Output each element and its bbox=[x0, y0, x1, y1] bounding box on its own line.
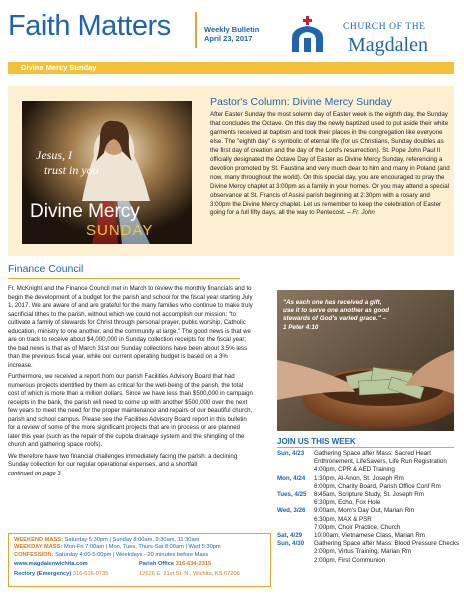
confession-row bbox=[14, 552, 274, 559]
weekend-mass-row bbox=[14, 537, 274, 544]
church-logo bbox=[288, 14, 448, 54]
event-item: Gathering Space after Mass: Blood Pressure Checks bbox=[314, 540, 460, 548]
church-cross-icon bbox=[288, 16, 328, 52]
header bbox=[0, 0, 464, 58]
church-name: Magdalen bbox=[348, 34, 428, 56]
dm-title-line1: Divine Mercy bbox=[30, 201, 140, 222]
event-row bbox=[277, 450, 462, 475]
parish-office-phone: 316-634-2315 bbox=[175, 561, 212, 568]
weekday-mass-value: Mon-Fri 7:00am | Mon, Tues, Thurs-Sat 8:00am | Wed 5:30pm bbox=[63, 544, 221, 551]
bulletin-label: Weekly Bulletin bbox=[204, 25, 260, 34]
contact-row-2 bbox=[14, 571, 274, 578]
dm-caption-line1: Jesus, I bbox=[36, 148, 72, 162]
weekend-mass-label: WEEKEND MASS: bbox=[14, 537, 63, 543]
event-row bbox=[277, 540, 462, 565]
pastor-column-body bbox=[210, 111, 450, 218]
contact-row-1 bbox=[14, 561, 274, 568]
event-item: 2:00pm, First Communion bbox=[314, 556, 386, 564]
events-list bbox=[277, 450, 462, 565]
event-day: Wed, 3/26 bbox=[277, 507, 306, 515]
event-item: Enthronement, LifeSavers, Life Run Registration bbox=[314, 458, 447, 466]
event-item: 4:00pm, CPR & AED Training bbox=[314, 466, 395, 474]
website-link[interactable]: www.magdalenwichita.com bbox=[14, 561, 88, 568]
confession-value: Saturday 4:00-5:00pm | Weekdays - 20 minutes before Mass bbox=[55, 551, 209, 558]
divine-mercy-image bbox=[22, 101, 192, 244]
bulletin-info bbox=[204, 25, 259, 43]
event-day: Tues, 4/25 bbox=[277, 491, 307, 499]
rectory-phone: 316-616-0735 bbox=[72, 570, 109, 577]
parish-office-label: Parish Office bbox=[139, 561, 175, 568]
dm-title-line2: SUNDAY bbox=[86, 222, 154, 239]
event-item: 6:30pm, Echo, Fox Hole bbox=[314, 499, 381, 507]
finance-paragraph-3: We therefore have two financial challenges immediately facing the parish: a declining Sunday collection for our regular operational expenses, and a shortfall bbox=[8, 452, 238, 468]
event-row bbox=[277, 532, 462, 540]
event-day: Mon, 4/24 bbox=[277, 474, 306, 482]
pastor-signature: – Fr. John bbox=[345, 209, 375, 217]
event-item: 1:30pm, Al-Anon, St. Joseph Rm bbox=[314, 474, 404, 482]
weekday-mass-label: WEEKDAY MASS: bbox=[14, 544, 63, 551]
finance-divider bbox=[8, 278, 240, 279]
finance-paragraph-1: Fr. McKnight and the Finance Council met in March to review the monthly financials and to begin the development of a budget for the parish and school for the fiscal year starting July 1, 2017. We are aware of and are grateful for the many families who continue to make truly sacrificial tithes to the parish, without which we could not accomplish our mission: "to cultivate a family of stewards for Christ through personal prayer, public worship, Catholic education, ministry to one another, and the community at large." The good news is that we are on track to receive about $4,000,000 in Sunday collection receipts for the fiscal year; the bad news is that as of March 31st our Sunday collections have been about 3.5% less than the previous fiscal year, while our current operating budget is based on a 3% increase. bbox=[8, 285, 253, 369]
event-item: 2:00pm, Virtus Training, Marian Rm bbox=[314, 548, 412, 556]
event-item: Gathering Space after Mass: Sacred Heart bbox=[314, 450, 431, 457]
mass-times bbox=[14, 537, 274, 578]
rectory-label: Rectory (Emergency) bbox=[14, 570, 72, 577]
church-of-label: CHURCH OF THE bbox=[343, 22, 426, 32]
event-item: 9:00am, Mom's Day Out, Marian Rm bbox=[314, 507, 415, 515]
pastor-body-text: After Easter Sunday the most solemn day of Easter week is the eighth day, the Sunday that concludes the Octave. On this day the newly baptized used to put aside their white garments received at baptism and took their places in the congregation like everyone else. The "eighth day" is symbolic of eternal life (for us Christians, Sunday doubles as the first day of creation and the day of the Lord's resurrection). St. Pope John Paul II officially designated the Octave Day of Easter as Divine Mercy Sunday, referencing a devotion promoted by St. Faustina and very much dear to him and many in Poland (and now, many throughout the world). On this special day, you are encouraged to pray the Divine Mercy chaplet at 3:00pm as a family in your homes. Or you may attend a special observance at St. Francis of Assisi parish beginning at 2:30pm with a rosary and 3:00pm the Divine Mercy chaplet. Let us remember to keep the celebration of Easter going for a full fifty days, all the way to Pentecost. bbox=[210, 111, 450, 217]
scripture-quote: "As each one has received a gift, use it to serve one another as good stewards of God's varied grace." – 1 Peter 4:10 bbox=[283, 299, 390, 331]
event-item: 10:00am, Vietnamese Class, Marian Rm bbox=[314, 532, 425, 540]
weekday-mass-row bbox=[14, 544, 274, 551]
banner-label: Divine Mercy Sunday bbox=[21, 63, 97, 72]
finance-council-body bbox=[8, 285, 253, 478]
join-us-divider bbox=[277, 447, 454, 448]
finance-paragraph-2: Furthermore, we received a report from our parish Facilities Advisory Board that had numerous projects identified by them as critical for the well-being of the parish, the total cost of which is more than a million dollars. Since we have less than $500,000 in campaign receipts in the bank, the parish will need to come up with another $500,000 over the next few years to meet the need for the proper maintenance and repairs of our beautiful church, parish and school campus. Please see the Facilities Advisory Board report in this bulletin for a review of some of the more significant projects that are in process or are planned later this year (such as the repair of the cupola drainage system and the shingling of the church and gathering space roofs). bbox=[8, 373, 253, 448]
pastor-column-title: Pastor's Column: Divine Mercy Sunday bbox=[210, 96, 392, 108]
finance-council-title: Finance Council bbox=[8, 263, 84, 275]
event-item: 7:00pm, Choir Practice, Church bbox=[314, 523, 401, 531]
event-row bbox=[277, 491, 462, 507]
newsletter-title: Faith Matters bbox=[8, 10, 171, 42]
join-us-title: JOIN US THIS WEEK bbox=[277, 437, 356, 446]
bulletin-date: April 23, 2017 bbox=[204, 34, 253, 43]
continued-note: continued on page 3 bbox=[8, 470, 61, 477]
parish-address: 12626 E. 21st St. N., Wichita, KS 67206 bbox=[139, 570, 240, 577]
event-day: Sat, 4/29 bbox=[277, 532, 303, 540]
section-banner bbox=[8, 62, 454, 74]
event-item: 8:45am, Scripture Study, St. Joseph Rm bbox=[314, 491, 424, 499]
event-day: Sun, 4/30 bbox=[277, 540, 305, 548]
event-row bbox=[277, 475, 462, 491]
dm-caption-line2: trust in you bbox=[44, 163, 99, 177]
title-divider bbox=[195, 12, 197, 48]
event-day: Sun, 4/23 bbox=[277, 450, 305, 457]
confession-label: CONFESSION: bbox=[14, 551, 54, 558]
weekend-mass-value: Saturday 5:30pm | Sunday 8:00am, 9:30am, 11:30am bbox=[64, 537, 200, 543]
event-item: 6:30pm, MAX & PSR bbox=[314, 515, 372, 523]
event-row bbox=[277, 507, 462, 532]
event-item: 6:00pm, Charity Board, Parish Office Conf Rm bbox=[314, 482, 441, 490]
